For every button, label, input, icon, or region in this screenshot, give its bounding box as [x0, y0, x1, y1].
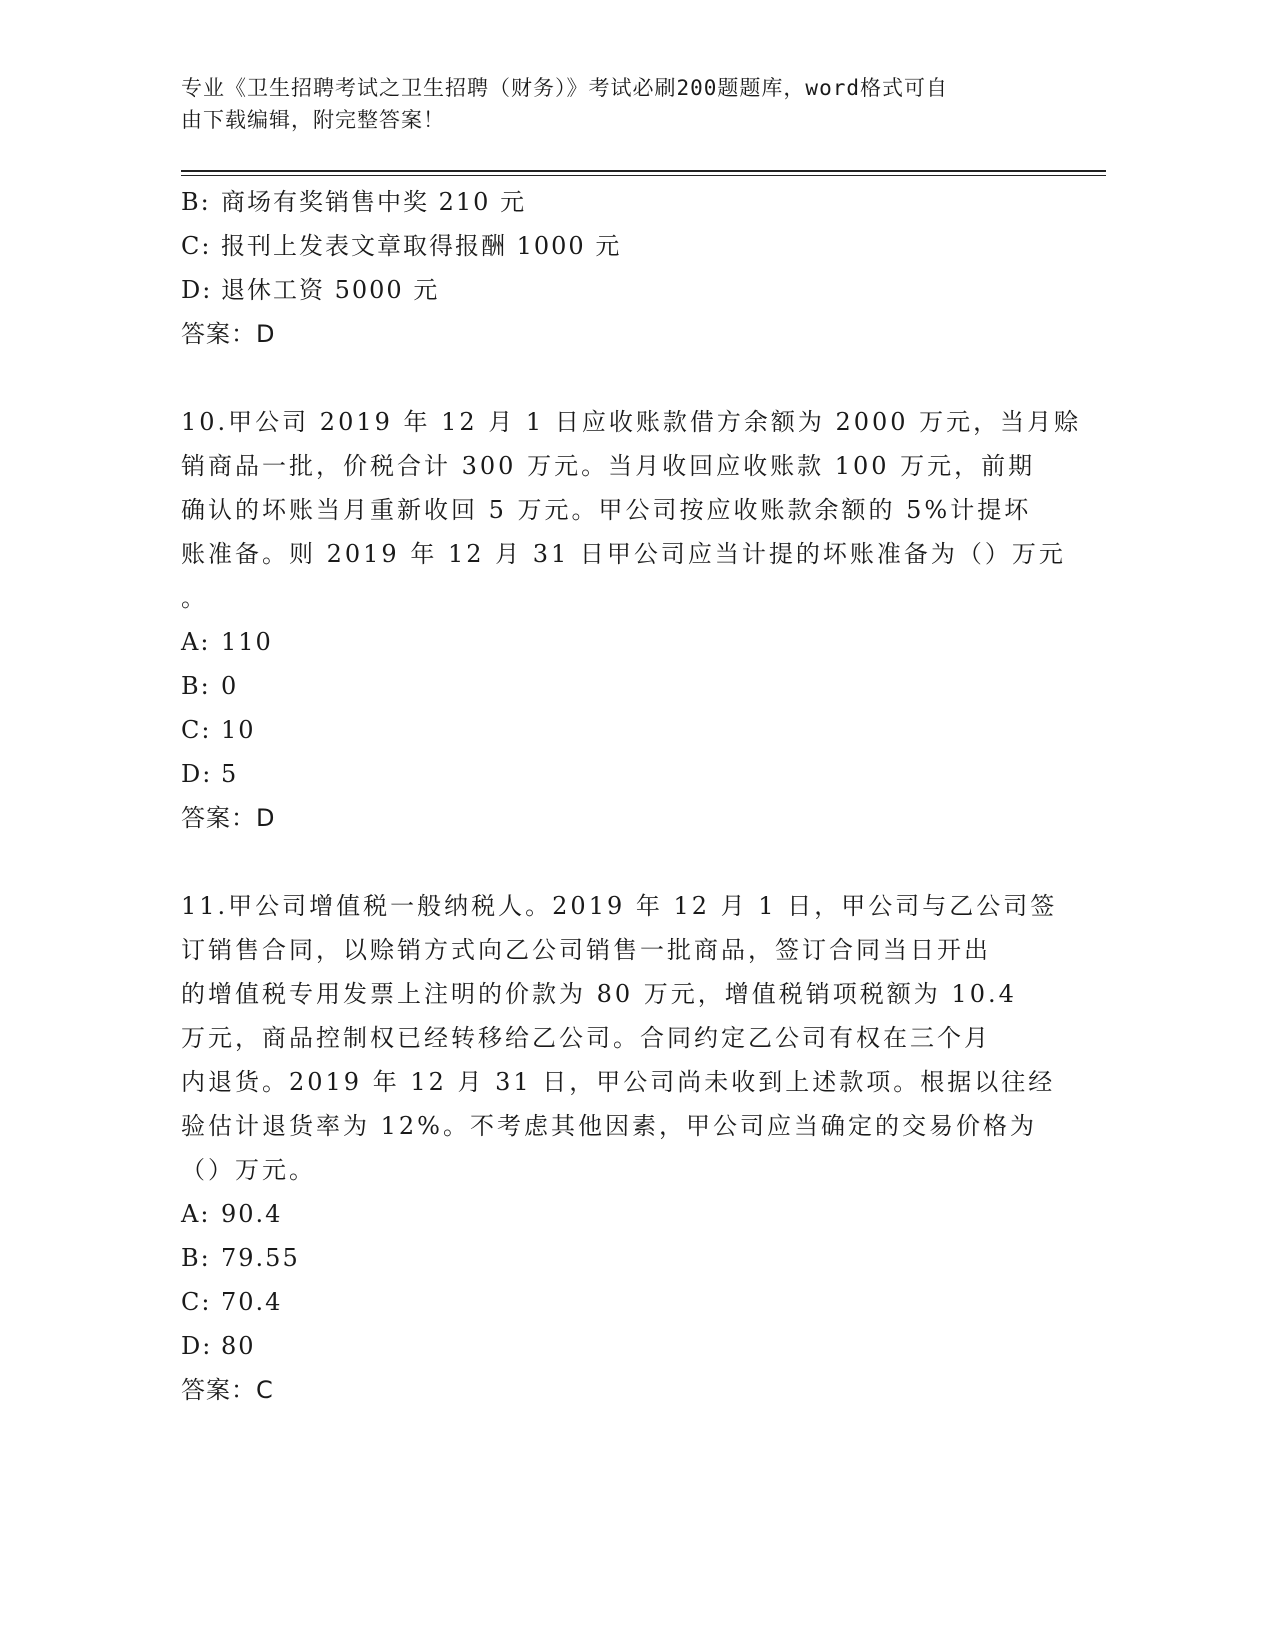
question-text-line: 账准备。则 2019 年 12 月 31 日甲公司应当计提的坏账准备为（）万元 [181, 540, 1066, 568]
option-item [181, 1236, 1041, 1280]
question-text-line: 销商品一批，价税合计 300 万元。当月收回应收账款 100 万元，前期 [181, 452, 1036, 480]
question-text-line: 10.甲公司 2019 年 12 月 1 日应收账款借方余额为 2000 万元，当月赊 [181, 408, 1082, 436]
option-item [181, 620, 1041, 664]
header-rule-thick [181, 170, 1106, 172]
question-10 [181, 400, 1082, 840]
option-letter: C: [181, 232, 212, 260]
question-text-line: 确认的坏账当月重新收回 5 万元。甲公司按应收账款余额的 5%计提坏 [181, 496, 1032, 524]
answer-line: 答案：C [181, 1376, 274, 1404]
option-item [181, 708, 1041, 752]
question-text-line: 验估计退货率为 12%。不考虑其他因素，甲公司应当确定的交易价格为 [181, 1112, 1037, 1140]
option-letter: D: [181, 276, 213, 304]
question-text-line: （）万元。 [181, 1156, 316, 1184]
option-letter: B: [181, 672, 211, 700]
option-item [181, 752, 1041, 796]
option-item [181, 268, 1041, 312]
document-header [181, 72, 1061, 136]
option-text: 110 [221, 628, 273, 656]
option-letter: B: [181, 188, 211, 216]
option-letter: B: [181, 1244, 211, 1272]
option-letter: A: [181, 1200, 211, 1228]
question-text-line: 11.甲公司增值税一般纳税人。2019 年 12 月 1 日，甲公司与乙公司签 [181, 892, 1058, 920]
spacer [181, 356, 1041, 400]
option-item [181, 664, 1041, 708]
header-line-2: 由下载编辑，附完整答案！ [181, 108, 445, 132]
option-text: 70.4 [221, 1288, 283, 1316]
spacer [181, 840, 1041, 884]
option-text: 80 [221, 1332, 256, 1360]
answer-line: 答案：D [181, 804, 276, 832]
question-text-line: 的增值税专用发票上注明的价款为 80 万元，增值税销项税额为 10.4 [181, 980, 1017, 1008]
option-item [181, 1192, 1041, 1236]
option-item [181, 1280, 1041, 1324]
option-letter: D: [181, 760, 213, 788]
question-text-line: 万元，商品控制权已经转移给乙公司。合同约定乙公司有权在三个月 [181, 1024, 991, 1052]
option-letter: C: [181, 716, 212, 744]
option-text: 报刊上发表文章取得报酬 1000 元 [221, 232, 622, 260]
option-text: 10 [221, 716, 256, 744]
question-11 [181, 884, 1058, 1412]
question-text-line: 内退货。2019 年 12 月 31 日，甲公司尚未收到上述款项。根据以往经 [181, 1068, 1056, 1096]
header-rule-thin [181, 175, 1106, 176]
answer-line: 答案：D [181, 320, 276, 348]
option-text: 5 [221, 760, 239, 788]
option-text: 79.55 [221, 1244, 300, 1272]
option-text: 0 [221, 672, 239, 700]
question-text-line: 订销售合同，以赊销方式向乙公司销售一批商品，签订合同当日开出 [181, 936, 991, 964]
option-item [181, 1324, 1041, 1368]
option-text: 商场有奖销售中奖 210 元 [221, 188, 527, 216]
option-text: 退休工资 5000 元 [221, 276, 440, 304]
option-letter: D: [181, 1332, 213, 1360]
document-body [181, 180, 1082, 1412]
option-letter: C: [181, 1288, 212, 1316]
option-item [181, 224, 1041, 268]
question-text-line: 。 [181, 584, 208, 612]
option-letter: A: [181, 628, 211, 656]
option-item [181, 180, 1041, 224]
prev-question-options [181, 180, 1041, 312]
option-text: 90.4 [221, 1200, 283, 1228]
header-line-1: 专业《卫生招聘考试之卫生招聘（财务）》考试必刷200题题库，word格式可自 [181, 76, 948, 100]
